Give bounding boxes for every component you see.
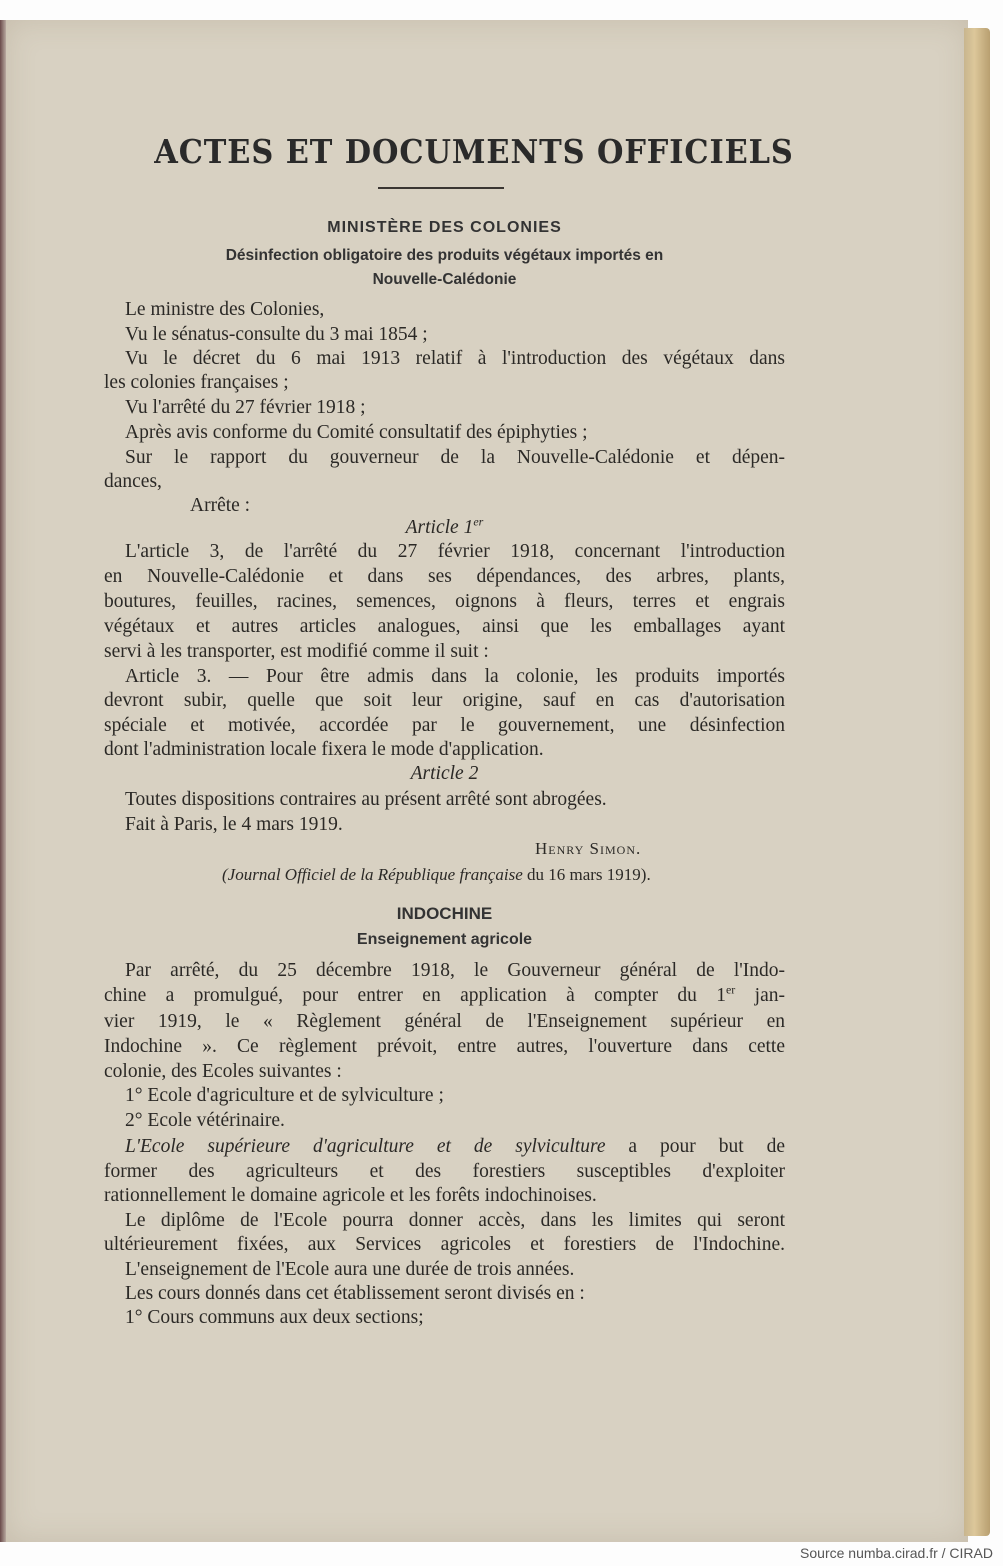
text-line: Le ministre des Colonies, — [125, 299, 325, 320]
text-line: dont l'administration locale fixera le mode d'application. — [104, 739, 544, 760]
text-line: spéciale et motivée, accordée par le gouvernement, une désinfection — [104, 715, 785, 736]
text-line: Vu l'arrêté du 27 février 1918 ; — [125, 397, 366, 418]
text-line: 1° Cours communs aux deux sections; — [125, 1307, 424, 1328]
text-line: L'Ecole supérieure d'agriculture et de sylviculture a pour but de — [125, 1136, 785, 1157]
text-line: chine a promulgué, pour entrer en application à compter du 1er jan- — [104, 982, 785, 1006]
article-1-heading: Article 1er — [405, 514, 484, 538]
text-line: devront subir, quelle que soit leur origine, sauf en cas d'autorisation — [104, 690, 785, 711]
text-line: Sur le rapport du gouverneur de la Nouvelle-Calédonie et dépen- — [125, 447, 785, 468]
text-line: Indochine ». Ce règlement prévoit, entre autres, l'ouverture dans cette — [104, 1036, 785, 1057]
page-title: ACTES ET DOCUMENTS OFFICIELS — [154, 132, 794, 171]
text-line: végétaux et autres articles analogues, ainsi que les emballages ayant — [104, 616, 785, 637]
text-line: 1° Ecole d'agriculture et de sylviculture ; — [125, 1085, 444, 1106]
text-line: rationnellement le domaine agricole et les forêts indochinoises. — [104, 1185, 597, 1206]
signature: Henry Simon. — [535, 839, 642, 858]
text-line: Vu le sénatus-consulte du 3 mai 1854 ; — [125, 324, 428, 345]
text-line: Après avis conforme du Comité consultatif des épiphyties ; — [125, 422, 588, 443]
text-line: former des agriculteurs et des forestiers susceptibles d'exploiter — [104, 1161, 785, 1182]
section-subtitle-enseignement: Enseignement agricole — [356, 931, 533, 948]
text-line: L'article 3, de l'arrêté du 27 février 1918, concernant l'introduction — [125, 541, 785, 562]
page-edge — [964, 28, 990, 1536]
section-heading-indochine: INDOCHINE — [396, 904, 493, 923]
text-line: Vu le décret du 6 mai 1913 relatif à l'introduction des végétaux dans — [125, 348, 785, 369]
text-line: les colonies françaises ; — [104, 372, 289, 393]
text-line: servi à les transporter, est modifié comme il suit : — [104, 641, 489, 662]
text-line: en Nouvelle-Calédonie et dans ses dépendances, des arbres, plants, — [104, 566, 785, 587]
article-2-heading: Article 2 — [410, 763, 479, 784]
text-line: Toutes dispositions contraires au présent arrêté sont abrogées. — [125, 789, 607, 810]
text-line: Article 3. — Pour être admis dans la colonie, les produits importés — [125, 666, 785, 687]
text-line: vier 1919, le « Règlement général de l'Enseignement supérieur en — [104, 1011, 785, 1032]
text-line: dances, — [104, 471, 162, 492]
section-heading-ministere: MINISTÈRE DES COLONIES — [327, 219, 562, 236]
section-subtitle: Désinfection obligatoire des produits végétaux importés en — [225, 247, 664, 264]
text-line: Fait à Paris, le 4 mars 1919. — [125, 814, 343, 835]
text-line: 2° Ecole vétérinaire. — [125, 1110, 285, 1131]
text-line: L'enseignement de l'Ecole aura une durée de trois années. — [125, 1259, 575, 1280]
text-line: ultérieurement fixées, aux Services agricoles et forestiers de l'Indochine. — [104, 1234, 785, 1255]
text-line: colonie, des Ecoles suivantes : — [104, 1061, 342, 1082]
text-line: Arrête : — [190, 495, 251, 516]
text-line: Les cours donnés dans cet établissement seront divisés en : — [125, 1283, 585, 1304]
text-line: Le diplôme de l'Ecole pourra donner accès, dans les limites qui seront — [125, 1210, 785, 1231]
source-citation: (Journal Officiel de la République française du 16 mars 1919). — [222, 865, 651, 884]
text-line: boutures, feuilles, racines, semences, oignons à fleurs, terres et engrais — [104, 591, 785, 612]
section-subtitle-cont: Nouvelle-Calédonie — [372, 271, 517, 288]
title-rule — [378, 187, 504, 189]
source-credit: Source numba.cirad.fr / CIRAD — [800, 1545, 993, 1561]
text-line: Par arrêté, du 25 décembre 1918, le Gouverneur général de l'Indo- — [125, 960, 785, 981]
